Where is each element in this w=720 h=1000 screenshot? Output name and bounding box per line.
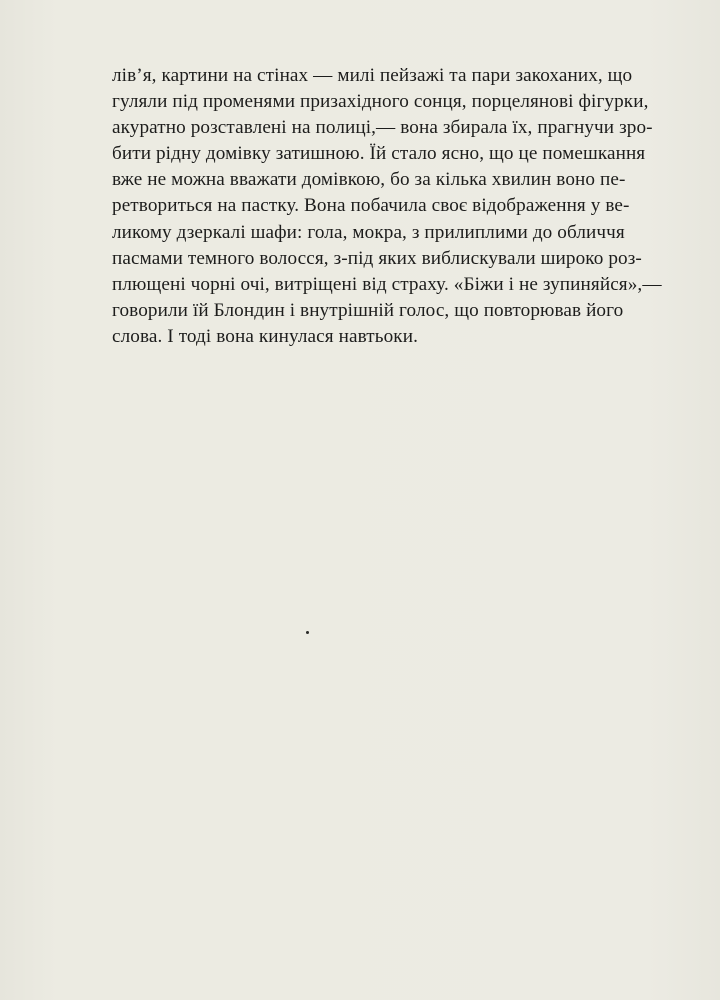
text-line: ретвориться на пастку. Вона побачила своє відображення у ве-	[112, 195, 630, 217]
text-line: акуратно розставлені на полиці,— вона збирала їх, прагнучи зро-	[112, 117, 653, 139]
text-line: говорили їй Блондин і внутрішній голос, що повторював його	[112, 299, 624, 321]
text-line: вже не можна вважати домівкою, бо за кілька хвилин воно пе-	[112, 169, 626, 191]
body-text	[112, 63, 662, 350]
text-line: бити рідну домівку затишною. Їй стало ясно, що це помешкання	[112, 143, 646, 165]
text-line: ликому дзеркалі шафи: гола, мокра, з прилиплими до обличчя	[112, 221, 625, 243]
text-line: пасмами темного волосся, з-під яких виблискували широко роз-	[112, 247, 642, 269]
text-line: лів’я, картини на стінах — милі пейзажі та пари закоханих, що	[112, 65, 633, 86]
text-line: гуляли під променями призахідного сонця, порцелянові фігурки,	[112, 91, 649, 113]
text-line-last: слова. І тоді вона кинулася навтьоки.	[112, 325, 418, 347]
text-line: плющені чорні очі, витріщені від страху. «Біжи і не зупиняйся»,—	[112, 273, 662, 295]
paper-speck	[306, 631, 309, 634]
